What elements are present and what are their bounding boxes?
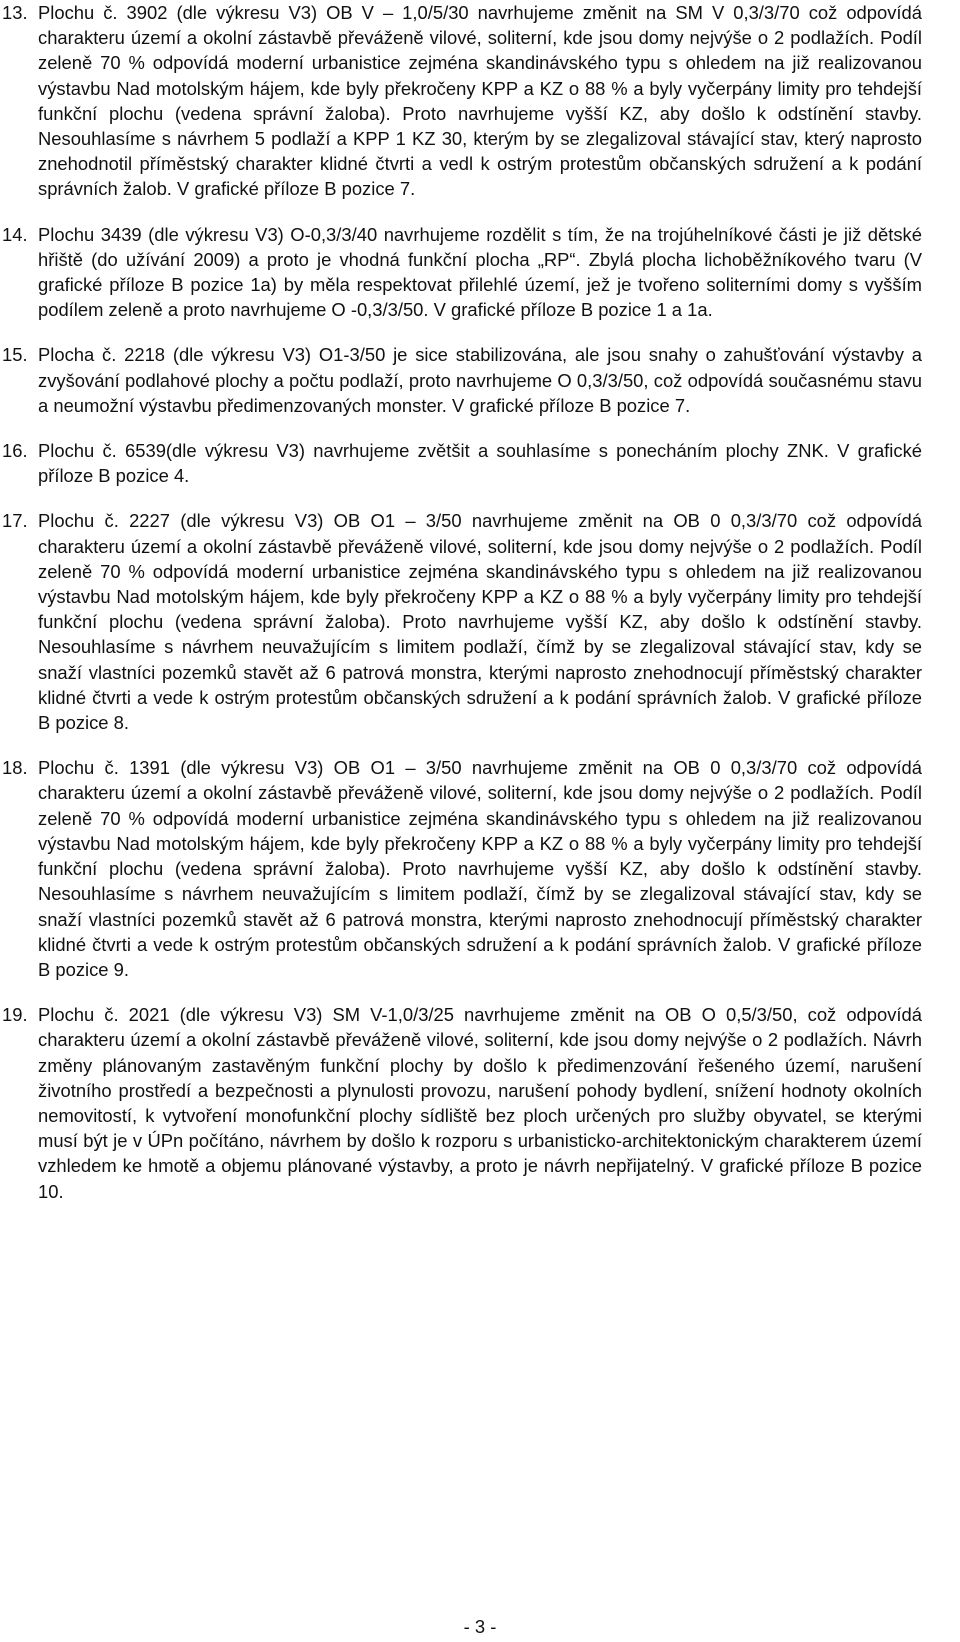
item-number: 16. bbox=[2, 440, 28, 462]
item-text: Plocha č. 2218 (dle výkresu V3) O1-3/50 je sice stabilizována, ale jsou snahy o zahušťování výstavby a zvyšování podlahové plochy a počtu podlaží, proto navrhujeme O 0,3/3/50, což odpovídá současnému stavu a neumožní výstavbu předimenzovaných monster. V grafické příloze B pozice 7. bbox=[38, 344, 922, 416]
item-17 bbox=[0, 508, 922, 735]
item-18 bbox=[0, 755, 922, 982]
item-text: Plochu 3439 (dle výkresu V3) O-0,3/3/40 navrhujeme rozdělit s tím, že na trojúhelníkové části je již dětské hřiště (do užívání 2009) a proto je vhodná funkční plocha „RP“. Zbylá plocha lichoběžníkového tvaru (V grafické příloze B pozice 1a) by měla respektovat přilehlé území, jež je tvořeno soliterními domy s vyšším podílem zeleně a proto navrhujeme O -0,3/3/50. V grafické příloze B pozice 1 a 1a. bbox=[38, 223, 922, 321]
item-text: Plochu č. 1391 (dle výkresu V3) OB O1 – 3/50 navrhujeme změnit na OB 0 0,3/3/70 což odpovídá charakteru území a okolní zástavbě převáženě vilové, soliterní, kde jsou domy nejvýše o 2 podlažích. Podíl zeleně 70 % odpovídá moderní urbanistice zejména skandinávského typu s ohledem na již realizovanou výstavbu Nad motolským hájem, kde byly překročeny KPP a KZ o 88 % a byly vyčerpány limity pro tehdejší funkční plochu (vedena správní žaloba). Proto navrhujeme vyšší KZ, aby došlo k odstínění stavby. Nesouhlasíme s návrhem neuvažujícím s limitem podlaží, čímž by se zlegalizoval stávající stav, kdy se snaží vlastníci pozemků stavět až 6 patrová monstra, kterými naprosto znehodnocují příměstský charakter klidné čtvrti a vede k ostrým protestům občanských sdružení a k podání správních žalob. V grafické příloze B pozice 9. bbox=[38, 757, 922, 980]
item-13 bbox=[0, 0, 922, 202]
item-text: Plochu č. 2021 (dle výkresu V3) SM V-1,0/3/25 navrhujeme změnit na OB O 0,5/3/50, což odpovídá charakteru území a okolní zástavbě převáženě vilové, soliterní, kde jsou domy nejvýše o 2 podlažích. Návrh změny plánovaným zastavěným funkční plochy by došlo k předimenzování řešeného území, narušení životního prostředí a bezpečnosti a plynulosti provozu, narušení pohody bydlení, snížení hodnoty okolních nemovitostí, k vytvoření monofunkční plochy sídliště bez ploch určených pro služby obyvatel, se kterými musí být je v ÚPn počítáno, návrhem by došlo k rozporu s urbanisticko-architektonickým charakterem území vzhledem ke hmotě a objemu plánované výstavby, a proto je návrh nepřijatelný. V grafické příloze B pozice 10. bbox=[38, 1004, 922, 1202]
item-19 bbox=[0, 1002, 922, 1204]
page-number: - 3 - bbox=[463, 1616, 497, 1637]
item-text: Plochu č. 3902 (dle výkresu V3) OB V – 1,0/5/30 navrhujeme změnit na SM V 0,3/3/70 což odpovídá charakteru území a okolní zástavbě převáženě vilové, soliterní, kde jsou domy nejvýše o 2 podlažích. Podíl zeleně 70 % odpovídá moderní urbanistice zejména skandinávského typu s ohledem na již realizovanou výstavbu Nad motolským hájem, kde byly překročeny KPP a KZ o 88 % a byly vyčerpány limity pro tehdejší funkční plochu (vedena správní žaloba). Proto navrhujeme vyšší KZ, aby došlo k odstínění stavby. Nesouhlasíme s návrhem 5 podlaží a KPP 1 KZ 30, kterým by se zlegalizoval stávající stav, který naprosto znehodnotil příměstský charakter klidné čtvrti a vedl k ostrým protestům občanských sdružení a k podání správních žalob. V grafické příloze B pozice 7. bbox=[38, 2, 922, 200]
item-number: 17. bbox=[2, 510, 28, 532]
item-16 bbox=[0, 438, 922, 488]
item-text: Plochu č. 6539(dle výkresu V3) navrhujeme zvětšit a souhlasíme s ponecháním plochy ZNK. V grafické příloze B pozice 4. bbox=[38, 440, 922, 487]
item-number: 14. bbox=[2, 223, 28, 245]
item-number: 19. bbox=[2, 1004, 28, 1026]
item-number: 18. bbox=[2, 757, 28, 779]
item-14 bbox=[0, 222, 922, 323]
item-number: 15. bbox=[2, 344, 28, 366]
item-number: 13. bbox=[2, 2, 28, 23]
item-15 bbox=[0, 342, 922, 418]
item-text: Plochu č. 2227 (dle výkresu V3) OB O1 – 3/50 navrhujeme změnit na OB 0 0,3/3/70 což odpovídá charakteru území a okolní zástavbě převáženě vilové, soliterní, kde jsou domy nejvýše o 2 podlažích. Podíl zeleně 70 % odpovídá moderní urbanistice zejména skandinávského typu s ohledem na již realizovanou výstavbu Nad motolským hájem, kde byly překročeny KPP a KZ o 88 % a byly vyčerpány limity pro tehdejší funkční plochu (vedena správní žaloba). Proto navrhujeme vyšší KZ, aby došlo k odstínění stavby. Nesouhlasíme s návrhem neuvažujícím s limitem podlaží, čímž by se zlegalizoval stávající stav, kdy se snaží vlastníci pozemků stavět až 6 patrová monstra, kterými naprosto znehodnocují příměstský charakter klidné čtvrti a vede k ostrým protestům občanských sdružení a k podání správních žalob. V grafické příloze B pozice 8. bbox=[38, 510, 922, 734]
